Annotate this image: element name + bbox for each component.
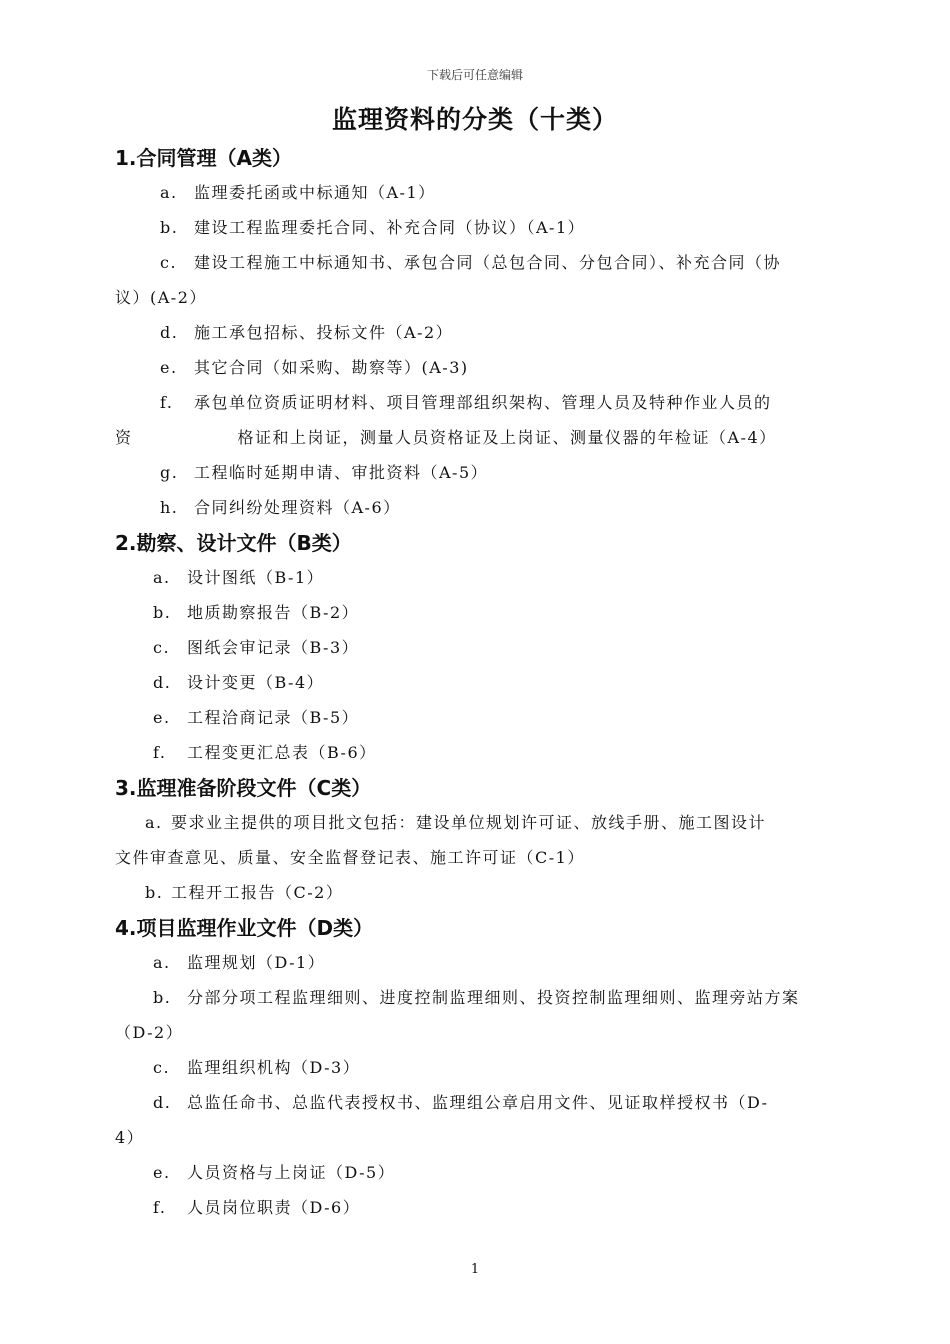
- section-heading-b: 2.勘察、设计文件（B类）: [115, 531, 352, 555]
- item-text: 格证和上岗证，测量人员资格证及上岗证、测量仪器的年检证（A-4）: [237, 428, 777, 447]
- item-label: f.: [153, 1198, 167, 1217]
- item-label: b.: [153, 603, 172, 622]
- item-label: a.: [160, 183, 178, 202]
- list-item: [115, 1085, 840, 1120]
- item-text: 承包单位资质证明材料、项目管理部组织架构、管理人员及特种作业人员的: [194, 393, 772, 412]
- item-text: 施工承包招标、投标文件（A-2）: [194, 323, 454, 342]
- item-label: e.: [153, 708, 171, 727]
- list-item: [115, 630, 840, 665]
- item-text: 工程开工报告（C-2）: [171, 883, 344, 902]
- item-label: b.: [160, 218, 179, 237]
- item-label: c.: [153, 638, 171, 657]
- item-text: 工程临时延期申请、审批资料（A-5）: [194, 463, 489, 482]
- section-heading-d: 4.项目监理作业文件（D类）: [115, 916, 374, 940]
- item-label: c.: [160, 253, 178, 272]
- list-item: [115, 875, 840, 910]
- item-text: 图纸会审记录（B-3）: [187, 638, 360, 657]
- item-text: 人员资格与上岗证（D-5）: [187, 1163, 396, 1182]
- list-item: [115, 735, 840, 770]
- page-number: 1: [470, 1262, 480, 1277]
- list-item-continuation: 4）: [115, 1128, 145, 1147]
- item-label: f.: [160, 393, 174, 412]
- list-item: [115, 350, 840, 385]
- item-label: c.: [153, 1058, 171, 1077]
- item-text: 资: [115, 428, 133, 447]
- item-text: 建设工程施工中标通知书、承包合同（总包合同、分包合同）、补充合同（协: [194, 253, 782, 272]
- list-item-continuation: 议）(A-2）: [115, 288, 207, 307]
- item-text: 监理组织机构（D-3）: [187, 1058, 361, 1077]
- document-title: 监理资料的分类（十类）: [331, 105, 618, 134]
- item-text: 分部分项工程监理细则、进度控制监理细则、投资控制监理细则、监理旁站方案: [187, 988, 800, 1007]
- item-label: d.: [153, 673, 172, 692]
- section-heading-a: 1.合同管理（A类）: [115, 146, 292, 170]
- list-item: [115, 945, 840, 980]
- item-text: 要求业主提供的项目批文包括：建设单位规划许可证、放线手册、施工图设计: [171, 813, 767, 832]
- item-label: g.: [160, 463, 179, 482]
- list-item: [115, 700, 840, 735]
- list-item: [115, 805, 840, 840]
- list-item: [115, 455, 840, 490]
- item-text: 设计变更（B-4）: [187, 673, 325, 692]
- item-text: 人员岗位职责（D-6）: [187, 1198, 361, 1217]
- item-text: 其它合同（如采购、勘察等）(A-3): [194, 358, 469, 377]
- page-header: 下载后可任意编辑: [426, 68, 523, 82]
- item-text: 监理规划（D-1）: [187, 953, 326, 972]
- list-item: [115, 595, 840, 630]
- list-item: [115, 980, 840, 1015]
- item-label: e.: [153, 1163, 171, 1182]
- list-item: [115, 315, 840, 350]
- list-item: [115, 490, 840, 525]
- list-item-continuation: （D-2）: [115, 1023, 184, 1042]
- item-label: d.: [153, 1093, 172, 1112]
- list-item-continuation: [115, 420, 840, 455]
- list-item: [115, 1050, 840, 1085]
- item-label: b.: [145, 883, 164, 902]
- item-label: h.: [160, 498, 179, 517]
- item-text: 合同纠纷处理资料（A-6）: [194, 498, 401, 517]
- list-item: [115, 245, 840, 280]
- list-item: [115, 385, 840, 420]
- list-item: [115, 560, 840, 595]
- item-label: a.: [153, 953, 171, 972]
- item-text: 建设工程监理委托合同、补充合同（协议）（A-1）: [194, 218, 586, 237]
- item-text: 设计图纸（B-1）: [187, 568, 325, 587]
- item-label: d.: [160, 323, 179, 342]
- item-text: 监理委托函或中标通知（A-1）: [194, 183, 436, 202]
- list-item: [115, 1190, 840, 1225]
- list-item: [115, 175, 840, 210]
- item-label: e.: [160, 358, 178, 377]
- item-text: 工程变更汇总表（B-6）: [187, 743, 377, 762]
- section-heading-c: 3.监理准备阶段文件（C类）: [115, 776, 372, 800]
- document-body: [115, 140, 840, 1225]
- list-item: [115, 665, 840, 700]
- item-text: 总监任命书、总监代表授权书、监理组公章启用文件、见证取样授权书（D-: [187, 1093, 769, 1112]
- list-item: [115, 1155, 840, 1190]
- item-label: f.: [153, 743, 167, 762]
- item-label: b.: [153, 988, 172, 1007]
- item-label: a.: [145, 813, 163, 832]
- list-item: [115, 210, 840, 245]
- item-label: a.: [153, 568, 171, 587]
- list-item-continuation: 文件审查意见、质量、安全监督登记表、施工许可证（C-1）: [115, 848, 585, 867]
- item-text: 工程洽商记录（B-5）: [187, 708, 360, 727]
- item-text: 地质勘察报告（B-2）: [187, 603, 360, 622]
